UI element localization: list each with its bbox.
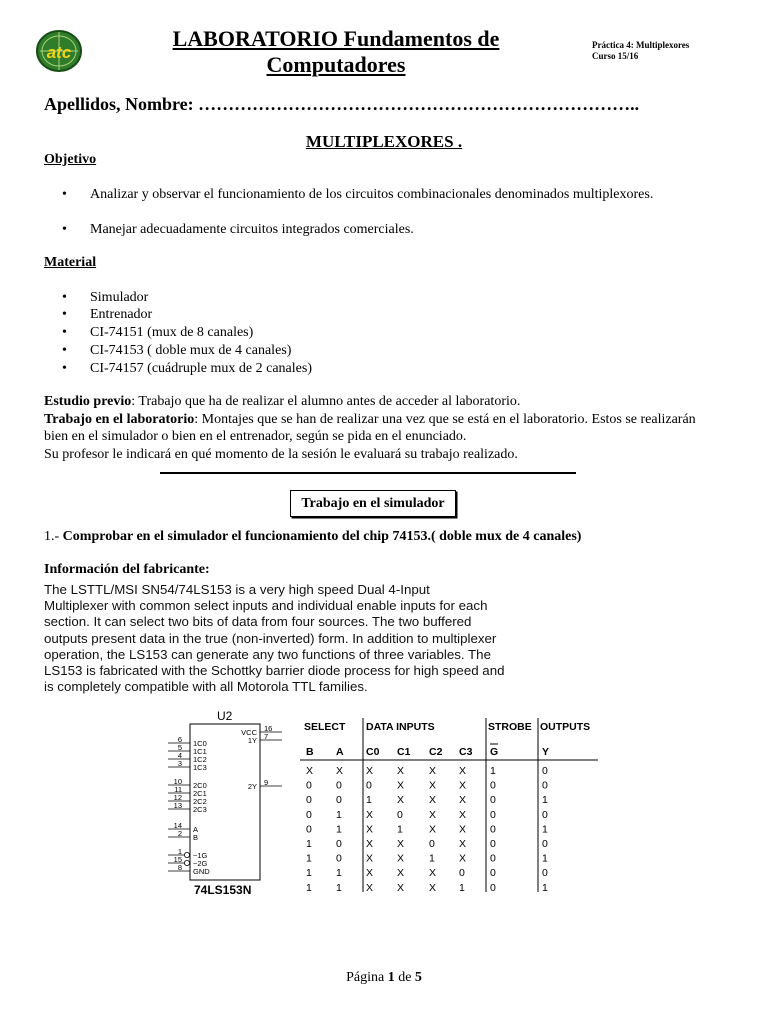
chip-pin-name: 2C2 [193,797,207,806]
atc-logo [34,28,84,74]
truth-table-cell: 0 [490,881,496,894]
chip-pin-name: 2C3 [193,805,207,814]
chip-pin-number: 1 [177,847,182,856]
truth-table-separators [363,718,538,892]
chip-pin-name: 1C3 [193,763,207,772]
truth-table-cell: 1 [542,823,548,836]
truth-table-cell: 0 [542,838,548,850]
truth-table-cell: 0 [490,852,496,865]
truth-table-cell: 1 [542,794,548,807]
truth-table-cell: 1 [306,881,312,894]
truth-table-cell: 0 [490,838,496,850]
truth-table-cell: 1 [490,765,496,777]
truth-table-cell: X [366,808,374,821]
truth-table-column-label: C0 [366,746,380,758]
estudio-previo-label: Estudio previo [44,394,132,409]
truth-table-cell: X [429,867,437,880]
truth-table-cell: X [459,852,467,865]
truth-table-cell: 1 [542,852,548,865]
description-line: outputs present data in the true (non-inverted) form. In addition to multiplexer [44,630,497,646]
material-item-text: CI-74157 (cuádruple mux de 2 canales) [90,361,312,376]
chip-pin-number: 5 [177,743,182,752]
bullet-icon: • [62,187,67,202]
truth-table-group-label: SELECT [304,721,346,733]
description-line: Multiplexer with common select inputs and individual enable inputs for each [44,598,488,614]
truth-table-group-label: STROBE [488,721,532,733]
truth-table-cell: 0 [336,794,342,807]
chip-pin-number: 8 [177,863,182,872]
objetivo-heading: Objetivo [44,152,97,167]
truth-table-cell: 0 [336,779,342,792]
chip-pin-number: 12 [173,793,182,802]
truth-table-cell: X [397,765,405,777]
truth-table-cell: X [397,881,405,894]
truth-table-cell: X [306,765,314,777]
bullet-icon: • [62,307,67,322]
footer-prefix: Página [346,970,388,985]
profesor-note: Su profesor le indicará en qué momento de la sesión le evaluará su trabajo realizado. [44,447,518,462]
inversion-bubble-icon [184,852,189,857]
truth-table-cell: 0 [490,794,496,807]
truth-table-cell: X [366,867,374,880]
truth-table-cell: X [397,852,405,865]
truth-table-cell: X [459,794,467,807]
truth-table-cell: 0 [336,838,342,850]
truth-table-cell: X [459,823,467,836]
chip-pin-number: 7 [264,732,269,741]
bullet-icon: • [62,222,67,237]
truth-table-cell: 0 [490,823,496,836]
objetivo-item-text: Analizar y observar el funcionamiento de los circuitos combinacionales denominados multiplexores. [90,187,654,202]
truth-table-cell: 0 [542,765,548,777]
truth-table-cell: X [397,794,405,807]
truth-table-cell: 0 [306,808,312,821]
material-item-text: CI-74153 ( doble mux de 4 canales) [90,343,292,358]
chip-pin-name: ~2G [193,859,208,868]
question-number: 1.- [44,529,63,544]
bullet-icon: • [62,343,67,358]
truth-table-rows [306,765,548,894]
chip-pin-name: GND [193,867,210,876]
footer-mid: de [394,970,415,985]
truth-table-cell: 1 [336,823,342,836]
truth-table-cell: X [429,808,437,821]
page-title: LABORATORIO Fundamentos de Computadores [172,26,500,77]
material-item-text: Simulador [90,290,149,305]
chip-pin-number: 6 [177,735,182,744]
description-line: LS153 is fabricated with the Schottky barrier diode process for high speed and [44,663,505,679]
truth-table-cell: X [429,881,437,894]
truth-table-group-label: OUTPUTS [540,721,591,733]
truth-table-cell: 1 [306,867,312,880]
question-1 [44,529,581,545]
truth-table-cell: 1 [542,881,548,894]
chip-pin-name: 2C1 [193,789,207,798]
truth-table-cell: 0 [306,794,312,807]
chip-pin-number: 15 [173,855,182,864]
chip-pin-number: 11 [174,785,182,794]
truth-table-cell: X [429,794,437,807]
truth-table-cell: 0 [306,779,312,792]
manufacturer-heading: Información del fabricante: [44,562,210,577]
truth-table-cell: X [366,765,374,777]
inversion-bubble-icon [184,860,189,865]
truth-table-cell: 1 [336,867,342,880]
chip-pin-number: 9 [264,778,269,787]
bullet-icon: • [62,361,67,376]
truth-table-cell: 0 [542,779,548,792]
truth-table-cell: X [366,823,374,836]
logo-text: atc [46,43,72,62]
truth-table-cell: X [459,808,467,821]
truth-table-cell: 1 [306,852,312,865]
truth-table-cell: X [336,765,344,777]
chip-pin-number: 13 [173,801,182,810]
chip-pin-name: 1C1 [193,747,207,756]
truth-table-column-label: B [306,746,314,758]
truth-table-cell: 0 [542,808,548,821]
left-pins-group [168,735,210,876]
truth-table-cell: 0 [490,867,496,880]
truth-table-cell: X [429,823,437,836]
footer-page-number: 1 [387,970,395,985]
truth-table-cell: 1 [336,881,342,894]
truth-table-cell: 0 [336,852,342,865]
truth-table-cell: 0 [429,838,435,850]
section-divider [160,472,576,474]
course-label: Curso 15/16 [592,51,639,61]
truth-table-cell: 1 [336,808,342,821]
truth-table-group-headers [304,721,590,733]
truth-table-cell: X [366,838,374,850]
chip-pin-name: A [193,825,199,834]
bullet-icon: • [62,290,67,305]
material-item [62,306,704,323]
chip-pin-name: 1Y [247,736,257,745]
truth-table-column-headers [306,744,549,758]
chip-pin-name: 1C2 [193,755,207,764]
description-line: operation, the LS153 can generate any two functions of three variables. The [44,646,491,662]
bullet-icon: • [62,325,67,340]
chip-pin-number: 16 [264,724,273,733]
objetivo-item [62,221,704,238]
material-item [62,324,704,341]
truth-table-cell: 1 [429,852,435,865]
chip-pin-name: ~1G [193,851,208,860]
estudio-previo-paragraph [44,393,704,410]
truth-table-cell: 1 [397,823,403,836]
truth-table-column-label: C3 [459,746,473,758]
material-heading: Material [44,255,97,270]
manufacturer-description [44,582,540,695]
chip-pin-name: 1C0 [193,739,207,748]
truth-table-column-label: C1 [397,746,411,758]
chip-pin-number: 10 [173,777,182,786]
description-line: The LSTTL/MSI SN54/74LS153 is a very high speed Dual 4-Input [44,582,430,597]
chip-pin-number: 14 [173,821,182,830]
chip-pin-number: 4 [177,751,182,760]
truth-table-cell: X [429,779,437,792]
trabajo-lab-paragraph [44,411,704,445]
chip-pin-name: B [193,833,199,842]
truth-table-cell: 0 [397,808,403,821]
material-item [62,289,704,306]
name-field-line: Apellidos, Nombre: ……………………………………………………………….. [44,94,640,114]
chip-pin-number: 3 [177,759,182,768]
truth-table-cell: 0 [490,808,496,821]
chip-ref-label: U2 [217,709,233,723]
objetivo-item-text: Manejar adecuadamente circuitos integrados comerciales. [90,222,414,237]
truth-table-cell: X [459,838,467,850]
truth-table-cell: 0 [366,779,372,792]
chip-pin-name: 2Y [247,782,257,791]
material-item-text: CI-74151 (mux de 8 canales) [90,325,254,340]
truth-table-cell: X [397,838,405,850]
truth-table-cell: 1 [306,838,312,850]
truth-table-column-label: C2 [429,746,443,758]
truth-table-cell: 0 [542,867,548,880]
truth-table-cell: 0 [459,867,465,880]
right-pins-group [241,724,282,791]
section-box-simulador: Trabajo en el simulador [290,490,456,517]
truth-table-column-label: Y [542,746,550,758]
truth-table-cell: X [397,867,405,880]
material-item [62,360,704,377]
truth-table-cell: X [459,765,467,777]
truth-table [300,712,600,894]
truth-table-group-label: DATA INPUTS [366,721,435,733]
footer-total-pages: 5 [414,970,422,985]
estudio-previo-text: : Trabajo que ha de realizar el alumno antes de acceder al laboratorio. [131,394,521,409]
truth-table-cell: X [397,779,405,792]
chip-part-label: 74LS153N [194,883,252,897]
chip-schematic [160,706,286,902]
practice-label: Práctica 4: Multiplexores [592,40,690,50]
page-footer [0,970,768,986]
material-item-text: Entrenador [90,307,153,322]
truth-table-cell: 0 [490,779,496,792]
truth-table-cell: X [459,779,467,792]
truth-table-cell: X [429,765,437,777]
truth-table-cell: 1 [459,881,465,894]
truth-table-cell: X [366,852,374,865]
truth-table-column-label: A [336,746,344,758]
trabajo-lab-label: Trabajo en el laboratorio [44,412,195,427]
objetivo-item [62,186,704,220]
practice-info [592,40,689,62]
chip-pin-name: VCC [241,728,257,737]
truth-table-cell: 0 [306,823,312,836]
truth-table-column-label: G [490,746,499,758]
trabajo-lab-text: : Montajes que se han de realizar una vez que se está en el laboratorio. Estos se realizarán bien en el simulador o bien en el entrenador, según se pida en el enunciado. [44,412,696,444]
material-item [62,342,704,359]
question-text: Comprobar en el simulador el funcionamiento del chip 74153.( doble mux de 4 canales) [62,529,582,544]
truth-table-cell: 1 [366,794,372,807]
truth-table-cell: X [366,881,374,894]
document-title: MULTIPLEXORES . [305,132,463,151]
chip-pin-name: 2C0 [193,781,207,790]
description-line: is completely compatible with all Motorola TTL families. [44,679,368,695]
chip-pin-number: 2 [177,829,182,838]
description-line: section. It can select two bits of data from four sources. The two buffered [44,614,472,630]
